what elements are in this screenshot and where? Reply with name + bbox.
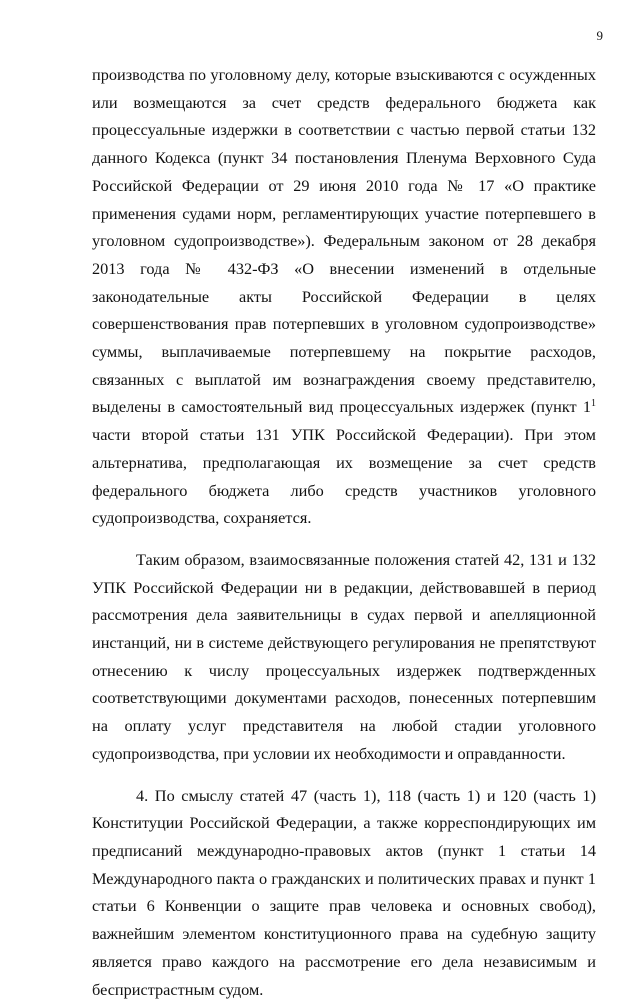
document-body: [92, 61, 596, 1003]
paragraph-3: 4. По смыслу статей 47 (часть 1), 118 (часть 1) и 120 (часть 1) Конституции Российской Федерации, а также корреспондирующих им предписаний международно-правовых актов (пункт 1 статьи 14 Международного пакта о гражданских и политических правах и пункт 1 статьи 6 Конвенции о защите прав человека и основных свобод), важнейшим элементом конституционного права на судебную защиту является право каждого на рассмотрение его дела независимым и беспристрастным судом.: [92, 785, 596, 999]
paragraph-1-text: производства по уголовному делу, которые взыскиваются с осужденных или возмещаются за счет средств федерального бюджета как процессуальные издержки в соответствии с частью первой статьи 132 данного Кодекса (пункт 34 постановления Пленума Верховного Суда Российской Федерации от 29 июня 2010 года № 17 «О практике применения судами норм, регламентирующих участие потерпевшего в уголовном судопроизводстве»). Федеральным законом от 28 декабря 2013 года № 432-ФЗ «О внесении изменений в отдельные законодательные акты Российской Федерации в целях совершенствования прав потерпевших в уголовном судопроизводстве» суммы, выплачиваемые потерпевшему на покрытие расходов, связанных с выплатой им вознаграждения своему представителю, выделены в самостоятельный вид процессуальных издержек (пункт 1: [92, 65, 596, 417]
page-number: 9: [596, 28, 603, 43]
paragraph-2: Таким образом, взаимосвязанные положения статей 42, 131 и 132 УПК Российской Федерации ни в редакции, действовавшей в период рассмотрения дела заявительницы в судах первой и апелляционной инстанций, ни в системе действующего регулирования не препятствуют отнесению к числу процессуальных издержек подтвержденных соответствующими документами расходов, понесенных потерпевшим на оплату услуг представителя на любой стадии уголовного судопроизводства, при условии их необходимости и оправданности.: [92, 549, 596, 763]
paragraph-1-text-continued: части второй статьи 131 УПК Российской Федерации). При этом альтернатива, предполагающая их возмещение за счет средств федерального бюджета либо средств участников уголовного судопроизводства, сохраняется.: [92, 425, 596, 528]
paragraph-1-superscript: 1: [591, 398, 596, 410]
paragraph-1: [92, 61, 596, 532]
